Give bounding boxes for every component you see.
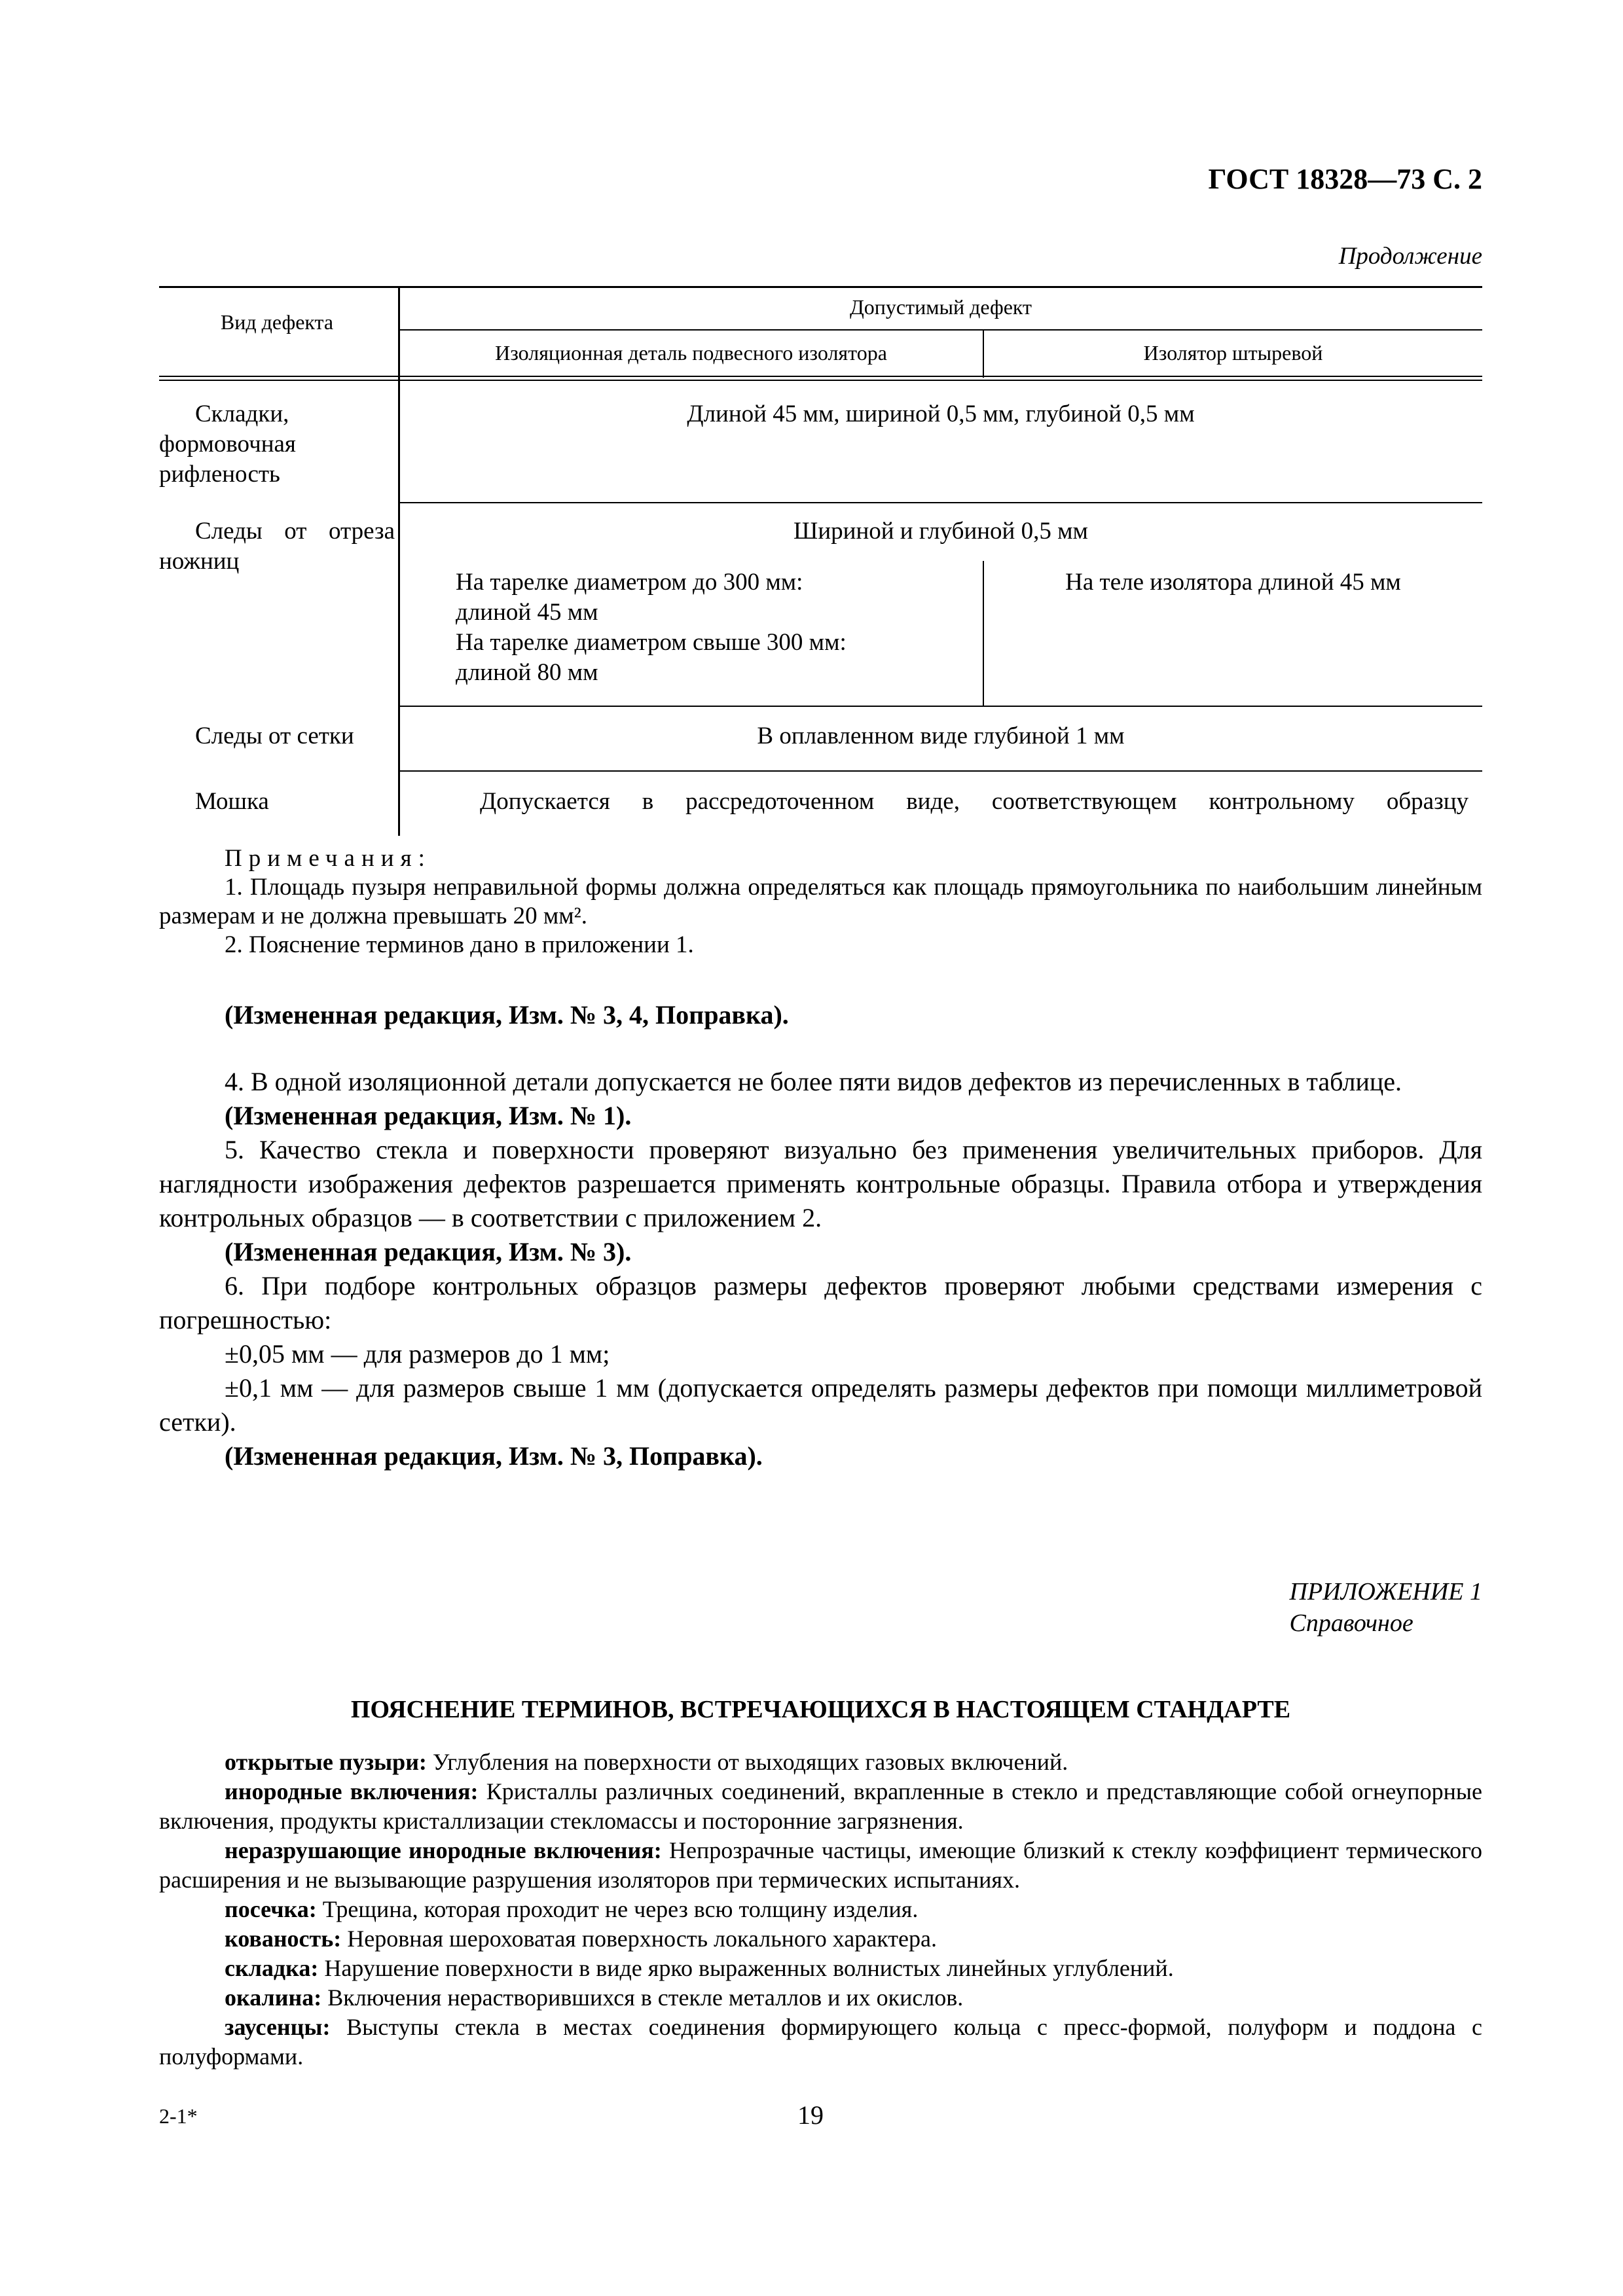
- term: окалина:: [225, 1984, 322, 2011]
- allowed-defect-cell: В оплавленном виде глубиной 1 мм: [757, 723, 1125, 749]
- defects-table: [159, 286, 1482, 836]
- cell-line: длиной 45 мм: [456, 599, 598, 626]
- note-2: 2. Пояснение терминов дано в приложении 1.: [225, 931, 694, 958]
- appendix-label: [1290, 1576, 1482, 1639]
- term-definition: Непрозрачные частицы, имеющие близкий к стеклу коэффициент термического расширения и не вызывающие разрушения изоляторов при термических испытаниях.: [159, 1837, 1482, 1893]
- header-suspension-insulator: Изоляционная деталь подвесного изолятора: [495, 341, 887, 365]
- revision-note: (Измененная редакция, Изм. № 1).: [225, 1101, 632, 1130]
- cell-line: длиной 80 мм: [456, 659, 598, 686]
- term: складка:: [225, 1955, 319, 1981]
- defect-type-cell: Следы от сетки: [195, 723, 354, 749]
- term-definition: Нарушение поверхности в виде ярко выраженных волнистых линейных углублений.: [318, 1955, 1174, 1981]
- main-text: [159, 998, 1482, 1473]
- defect-type-cell: Мошка: [195, 788, 269, 815]
- paragraph-6: 6. При подборе контрольных образцов размеры дефектов проверяют любыми средствами измерения с погрешностью:: [159, 1271, 1482, 1335]
- term: посечка:: [225, 1896, 317, 1922]
- paragraph-6b: ±0,1 мм — для размеров свыше 1 мм (допускается определять размеры дефектов при помощи миллиметровой сетки).: [159, 1373, 1482, 1437]
- page-number: 19: [797, 2100, 824, 2130]
- header-allowed-defect: Допустимый дефект: [849, 295, 1032, 319]
- defect-type-cell: Следы от отреза ножниц: [159, 518, 395, 575]
- notes-block: [159, 844, 1482, 960]
- allowed-defect-cell: Допускается в рассредоточенном виде, соответствующем контрольному образцу: [480, 788, 1468, 815]
- document-header: ГОСТ 18328—73 С. 2: [1208, 163, 1482, 195]
- revision-note: (Измененная редакция, Изм. № 3, 4, Поправка).: [225, 1000, 789, 1030]
- term-item: [159, 1954, 1482, 1983]
- allowed-defect-cell: Шириной и глубиной 0,5 мм: [793, 518, 1088, 545]
- header-pin-insulator: Изолятор штыревой: [1143, 341, 1323, 365]
- term: открытые пузыри:: [225, 1749, 427, 1775]
- term-definition: Углубления на поверхности от выходящих газовых включений.: [426, 1749, 1068, 1775]
- suspension-insulator-cell: [456, 567, 979, 688]
- appendix-type: Справочное: [1289, 1609, 1413, 1637]
- header-defect-type: Вид дефекта: [220, 310, 334, 334]
- term-definition: Неровная шероховатая поверхность локального характера.: [341, 1926, 937, 1952]
- revision-note: (Измененная редакция, Изм. № 3).: [225, 1237, 632, 1266]
- allowed-defect-cell: Длиной 45 мм, шириной 0,5 мм, глубиной 0,5 мм: [687, 401, 1195, 427]
- term: кованость:: [225, 1926, 342, 1952]
- term-definition: Включения нерастворившихся в стекле металлов и их окислов.: [321, 1984, 964, 2011]
- footer-code: 2-1*: [159, 2104, 198, 2128]
- term-definition: Выступы стекла в местах соединения формирующего кольца с пресс-формой, полуформ и поддона с полуформами.: [159, 2014, 1482, 2070]
- term: заусенцы:: [225, 2014, 331, 2040]
- appendix-title: ПОЯСНЕНИЕ ТЕРМИНОВ, ВСТРЕЧАЮЩИХСЯ В НАСТОЯЩЕМ СТАНДАРТЕ: [350, 1696, 1291, 1723]
- term-item: [159, 1748, 1482, 1777]
- appendix-number: ПРИЛОЖЕНИЕ 1: [1289, 1578, 1482, 1605]
- term: неразрушающие инородные включения:: [225, 1837, 662, 1863]
- defect-type-cell: Складки, формовочная рифленость: [159, 401, 296, 488]
- cell-line: На тарелке диаметром свыше 300 мм:: [456, 629, 847, 656]
- term-item: [159, 1836, 1482, 1895]
- paragraph-4: 4. В одной изоляционной детали допускается не более пяти видов дефектов из перечисленных в таблице.: [225, 1067, 1402, 1096]
- continuation-label: Продолжение: [1338, 243, 1482, 270]
- revision-note: (Измененная редакция, Изм. № 3, Поправка).: [225, 1441, 763, 1471]
- notes-heading: Примечания:: [225, 845, 431, 872]
- paragraph-6a: ±0,05 мм — для размеров до 1 мм;: [225, 1339, 610, 1369]
- term: инородные включения:: [225, 1778, 479, 1804]
- pin-insulator-cell: На теле изолятора длиной 45 мм: [1065, 569, 1401, 596]
- cell-line: На тарелке диаметром до 300 мм:: [456, 569, 803, 596]
- terms-list: [159, 1748, 1482, 2072]
- term-item: [159, 1895, 1482, 1924]
- term-item: [159, 2013, 1482, 2072]
- term-item: [159, 1924, 1482, 1954]
- term-definition: Кристаллы различных соединений, вкрапленные в стекло и представляющие собой огнеупорные включения, продукты кристаллизации стекломассы и посторонние загрязнения.: [159, 1778, 1483, 1834]
- term-item: [159, 1983, 1482, 2013]
- note-1: 1. Площадь пузыря неправильной формы должна определяться как площадь прямоугольника по наибольшим линейным размерам и не должна превышать 20 мм².: [159, 874, 1482, 929]
- term-definition: Трещина, которая проходит не через всю толщину изделия.: [316, 1896, 919, 1922]
- term-item: [159, 1777, 1482, 1836]
- paragraph-5: 5. Качество стекла и поверхности проверяют визуально без применения увеличительных приборов. Для наглядности изображения дефектов разрешается применять контрольные образцы. Правила отбора и утверждения контрольных образцов — в соответствии с приложением 2.: [159, 1135, 1482, 1232]
